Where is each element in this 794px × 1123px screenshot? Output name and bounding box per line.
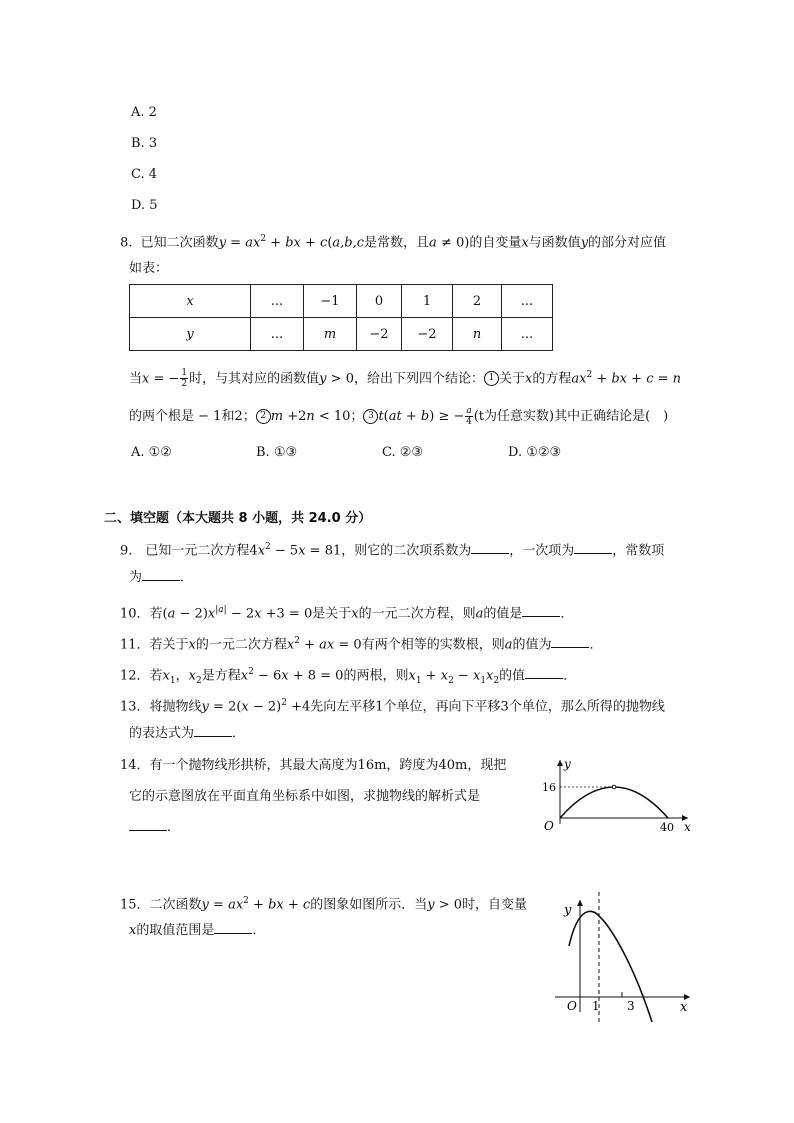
q8-conclusions: 的两个根是 − 1和2； 2 m +2n < 10； 3 t(at + b) ≥ − $\frac{a}{4}$ (t为任意实数)其中正确结论是( ) [129,406,669,427]
q13-cont: 的表达式为 ． [129,723,245,744]
arch-curve [560,787,668,818]
q14: 14．有一个抛物线形拱桥，其最大高度为16m，跨度为40m，现把 [120,758,507,773]
x-label: x [684,820,691,834]
y-axis-arrow [577,900,583,906]
q11: 11．若关于x的一元二次方程$x^2$ + ax = 0有两个相等的实数根，则a的值为 ． [120,636,603,653]
arch-figure [530,752,700,834]
span-label: 40 [660,821,674,834]
option-b: B. 3 [131,136,158,151]
origin-label: O [567,999,577,1013]
q8-conditions: 当x = − $\frac{1}{2}$ 时，与其对应的函数值y > 0，给出下列四个结论： 1 关于x的方程$ax^2$ + bx + c = n [129,368,682,390]
q8-stem-cont: 如表： [129,261,169,276]
tick-label-1: 1 [592,999,600,1013]
tick-label-3: 3 [627,999,635,1013]
y-label: y [564,757,571,771]
table-row: x ... −1 0 1 2 ... [130,285,553,318]
q8-answer-a: A. ①② [131,445,172,460]
q15-cont: x的取值范围是 ． [129,920,265,941]
origin-label: O [544,819,554,833]
section-heading: 二、填空题（本大题共 8 小题，共 24.0 分） [104,511,372,526]
q14-cont: 它的示意图放在平面直角坐标系中如图，求抛物线的解析式是 [129,789,481,804]
q8-answer-b: B. ①③ [256,445,298,460]
option-c: C. 4 [131,167,158,182]
q8-answer-d: D. ①②③ [508,445,562,460]
x-label: x [680,1000,688,1015]
option-a: A. 2 [131,105,157,120]
q15: 15．二次函数$y = ax^2$ + bx + c的图象如图所示．当y > 0时，自变量 [120,896,528,913]
q14-cont2: ． [129,817,180,838]
q10: 10．若$(a - 2)x^{|a|} - 2x +3 = 0$是关于x的一元二次方程，则a的值是 ． [120,605,574,622]
option-d: D. 5 [131,198,158,213]
parabola-curve [569,911,652,1022]
q9: 9. 已知一元二次方程$4x^2 - 5x = 81$，则它的二次项系数为 ，一次项为 ，常数项 [120,542,665,559]
table-row: y ... m −2 −2 n ... [130,318,553,351]
q9-cont: 为 ． [129,567,193,588]
parabola-figure [550,888,700,1028]
height-label: 16 [542,781,556,794]
q8-answer-c: C. ②③ [382,445,424,460]
y-label: y [564,903,572,918]
y-axis-arrow [557,760,563,766]
q8-stem: 8. 已知二次函数$y = ax^2$ + bx + c(a,b,c是常数，且a ≠ 0)的自变量x与函数值y的部分对应值 [120,234,667,251]
q12: 12．若$x_1$，$x_2$是方程$x^2 - 6x + 8 = 0$的两根，则$x_1 + x_2 - x_1x_2$的值 ． [120,667,577,686]
q13: 13．将抛物线$y = 2(x - 2)^2 +4$先向左平移1个单位，再向下平移3个单位，那么所得的抛物线 [120,698,665,715]
value-table [129,284,553,351]
vertex-point [612,785,616,789]
